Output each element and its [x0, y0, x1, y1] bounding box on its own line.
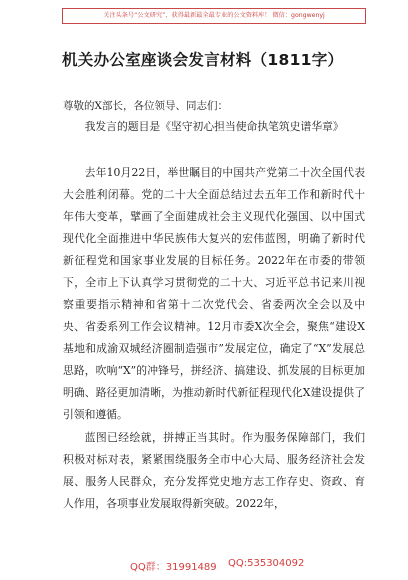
- salutation: 尊敬的X部长，各位领导、同志们：: [63, 100, 228, 112]
- footer-qq-number: QQ:535304092: [228, 558, 305, 569]
- paragraph-body-1: 去年10月22日，举世瞩目的中国共产党第二十次全国代表大会胜利闭幕。党的二十大全面总结过去五年工作和新时代十年伟大变革，擘画了全面建成社会主义现代化强国、以中国式现代化全面推进中华民族伟大复兴的宏伟蓝图，明确了新时代新征程党和国家事业发展的目标任务。2022年在市委的带领下，全市上下认真学习贯彻党的二十大、习近平总书记来川视察重要指示精神和省第十二次党代会、省委两次全会以及中央、省委系列工作会议精神。12月市委X次全会，聚焦“建设X基地和成渝双城经济圈制造强市”发展定位，确定了“X”发展总思路，吹响“X”的冲锋号，拼经济、搞建设、抓发展的目标更加明确、路径更加清晰，为推动新时代新征程现代化X建设提供了引领和遵循。: [63, 166, 365, 421]
- footer-contact: [0, 558, 408, 574]
- promo-banner: 关注头条号“公文研究”，获得最新最全最专业的公文资料库！ 微信：gongwenyj: [62, 8, 366, 24]
- paragraph-topic: 我发言的题目是《坚守初心担当使命执笔筑史谱华章》: [84, 120, 344, 133]
- document-title: 机关办公室座谈会发言材料（1811字）: [62, 51, 344, 69]
- paragraph-body-2: 蓝图已经绘就，拼搏正当其时。作为服务保障部门，我们积极对标对表，紧紧围绕服务全市中心大局、服务经济社会发展、服务人民群众，充分发挥党史地方志工作存史、资政、育人作用，各项事业发展取得新突破。2022年，: [63, 431, 365, 510]
- footer-qq-group: QQ群：31991489: [130, 562, 217, 573]
